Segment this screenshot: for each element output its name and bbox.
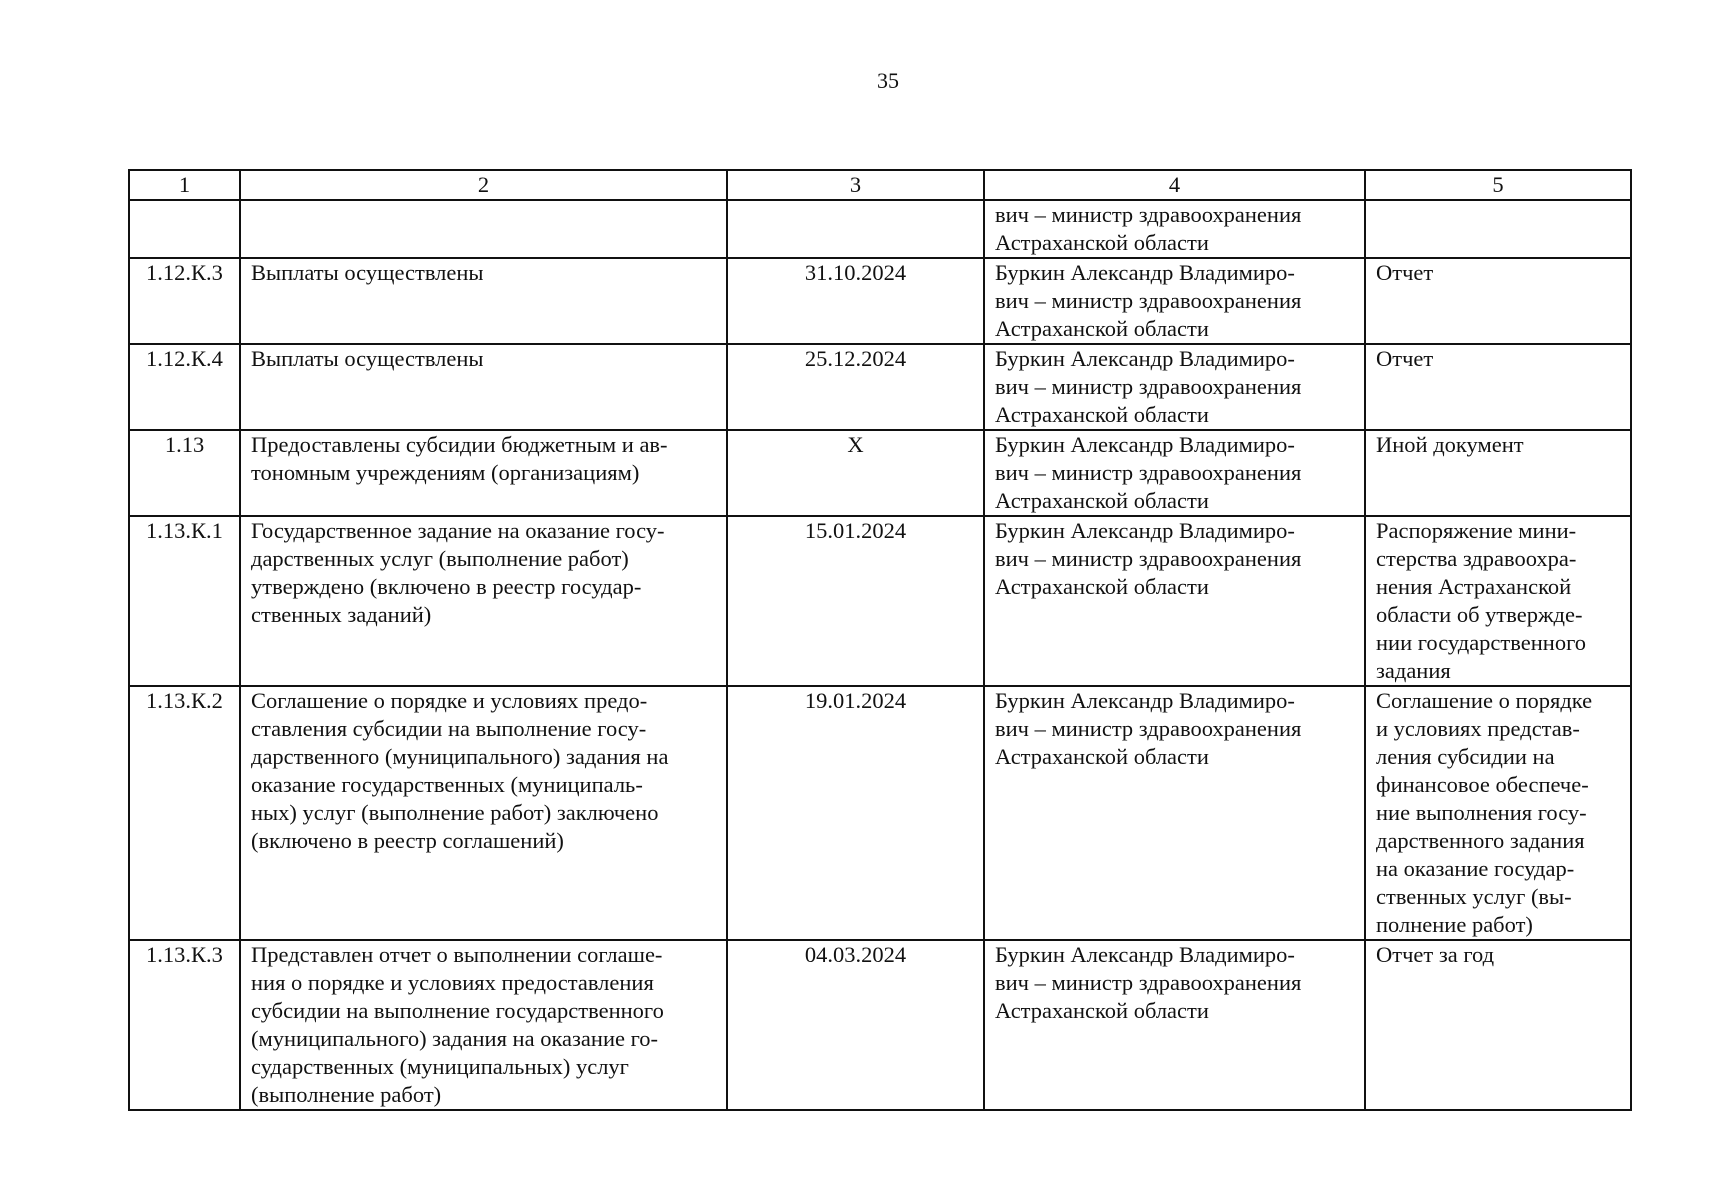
document-cell: [1365, 430, 1631, 516]
document-text: Соглашение о порядке и условиях представ- ления субсидии на финансовое обеспече- ние выполнения госу- дарственного задания на оказание государ- ственных услуг (вы- полнение работ): [1376, 688, 1593, 937]
row-number-cell: [129, 516, 240, 686]
table-row: [129, 940, 1631, 1110]
result-cell: [240, 940, 727, 1110]
result-text: Представлен отчет о выполнении соглаше- ния о порядке и условиях предоставления субсидии на выполнение государственного (муниципального) задания на оказание го- сударственных (муниципальных) услуг (выполнение работ): [251, 942, 664, 1107]
date-cell: [727, 430, 984, 516]
row-number-cell: [129, 258, 240, 344]
plan-table: [128, 169, 1632, 1111]
row-number: 1.13.К.3: [146, 942, 223, 967]
document-text: Распоряжение мини- стерства здравоохра- нения Астраханской области об утвержде- нии государственного задания: [1376, 518, 1586, 683]
row-number-cell: [129, 430, 240, 516]
date-cell: [727, 686, 984, 940]
table-row: [129, 430, 1631, 516]
row-number: 1.12.К.4: [146, 346, 223, 371]
responsible-cell: [984, 686, 1365, 940]
document-cell: [1365, 200, 1631, 258]
document-cell: [1365, 516, 1631, 686]
table-row: [129, 516, 1631, 686]
column-header-4: 4: [984, 170, 1365, 200]
document-cell: [1365, 940, 1631, 1110]
responsible-cell: [984, 940, 1365, 1110]
date-cell: [727, 200, 984, 258]
result-text: Выплаты осуществлены: [251, 260, 484, 285]
result-cell: [240, 686, 727, 940]
document-cell: [1365, 686, 1631, 940]
responsible-text: Буркин Александр Владимиро- вич – министр здравоохранения Астраханской области: [995, 942, 1302, 1023]
document-text: Отчет: [1376, 260, 1434, 285]
document-text: Иной документ: [1376, 432, 1524, 457]
date-cell: [727, 516, 984, 686]
column-header-2: 2: [240, 170, 727, 200]
result-text: Государственное задание на оказание госу- дарственных услуг (выполнение работ) утверждено (включено в реестр государ- ственных заданий): [251, 518, 665, 627]
row-number: 1.13.К.2: [146, 688, 223, 713]
table-row: [129, 200, 1631, 258]
table-header-row: [129, 170, 1631, 200]
row-number-cell: [129, 344, 240, 430]
row-number: 1.13.К.1: [146, 518, 223, 543]
column-header-1: 1: [129, 170, 240, 200]
responsible-text: Буркин Александр Владимиро- вич – министр здравоохранения Астраханской области: [995, 346, 1302, 427]
table-row: [129, 344, 1631, 430]
date-text: 19.01.2024: [804, 688, 907, 713]
responsible-cell: [984, 344, 1365, 430]
row-number-cell: [129, 686, 240, 940]
document-cell: [1365, 344, 1631, 430]
result-cell: [240, 516, 727, 686]
row-number: 1.12.К.3: [146, 260, 223, 285]
result-text: Выплаты осуществлены: [251, 346, 484, 371]
result-cell: [240, 344, 727, 430]
document-text: Отчет за год: [1376, 942, 1495, 967]
responsible-text: Буркин Александр Владимиро- вич – министр здравоохранения Астраханской области: [995, 432, 1302, 513]
responsible-cell: [984, 258, 1365, 344]
column-header-3: 3: [727, 170, 984, 200]
row-number: 1.13: [164, 432, 205, 457]
row-number-cell: [129, 940, 240, 1110]
date-text: 31.10.2024: [804, 260, 907, 285]
result-cell: [240, 430, 727, 516]
responsible-cell: [984, 516, 1365, 686]
row-number-cell: [129, 200, 240, 258]
date-text: X: [847, 432, 864, 457]
date-cell: [727, 344, 984, 430]
responsible-text: вич – министр здравоохранения Астраханской области: [995, 202, 1302, 255]
result-text: Предоставлены субсидии бюджетным и ав- тономным учреждениям (организациям): [251, 432, 668, 485]
table-row: [129, 258, 1631, 344]
date-text: 15.01.2024: [804, 518, 907, 543]
date-cell: [727, 258, 984, 344]
page-number: 35: [877, 68, 899, 93]
responsible-text: Буркин Александр Владимиро- вич – министр здравоохранения Астраханской области: [995, 260, 1302, 341]
date-text: 25.12.2024: [804, 346, 907, 371]
result-cell: [240, 200, 727, 258]
document-text: Отчет: [1376, 346, 1434, 371]
date-cell: [727, 940, 984, 1110]
responsible-text: Буркин Александр Владимиро- вич – министр здравоохранения Астраханской области: [995, 688, 1302, 769]
date-text: 04.03.2024: [804, 942, 907, 967]
responsible-cell: [984, 430, 1365, 516]
column-header-5: 5: [1365, 170, 1631, 200]
result-cell: [240, 258, 727, 344]
responsible-cell: [984, 200, 1365, 258]
table-row: [129, 686, 1631, 940]
result-text: Соглашение о порядке и условиях предо- ставления субсидии на выполнение госу- дарственного (муниципального) задания на оказание государственных (муниципаль- ных) услуг (выполнение работ) заключено (включено в реестр соглашений): [251, 688, 669, 853]
document-cell: [1365, 258, 1631, 344]
responsible-text: Буркин Александр Владимиро- вич – министр здравоохранения Астраханской области: [995, 518, 1302, 599]
